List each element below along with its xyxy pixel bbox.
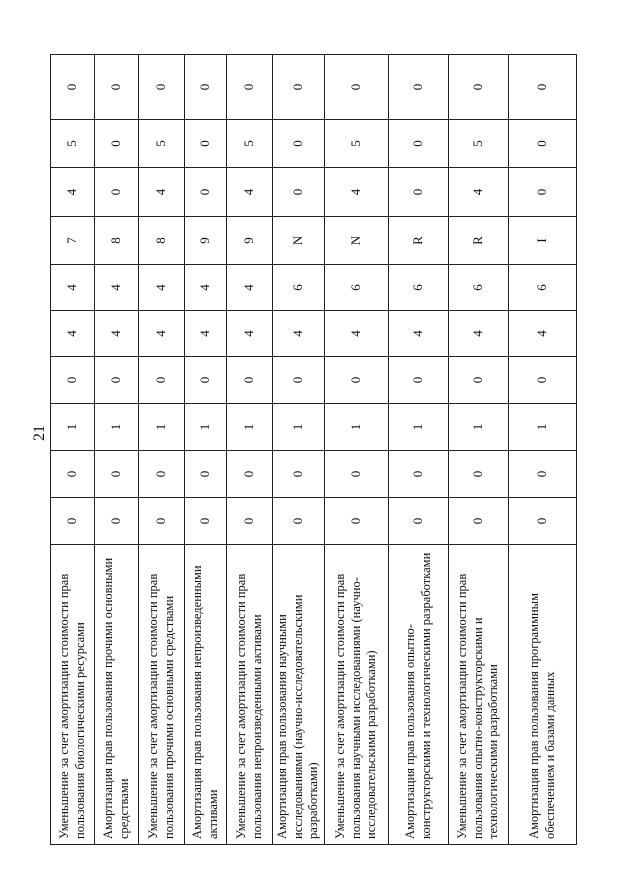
code-digit-cell: 1 — [449, 404, 509, 451]
code-digit-cell: 6 — [325, 265, 389, 311]
code-digit-cell: 0 — [51, 55, 95, 120]
code-digit-cell: 0 — [139, 357, 185, 404]
code-digit-cell: 6 — [449, 265, 509, 311]
code-digit-cell: 0 — [509, 451, 577, 498]
code-digit-cell: 0 — [509, 55, 577, 120]
code-digit-cell: 8 — [139, 217, 185, 265]
code-digit-cell: 1 — [325, 404, 389, 451]
code-digit-cell: 0 — [325, 55, 389, 120]
table-row — [273, 55, 325, 845]
code-digit-cell: 4 — [509, 311, 577, 357]
code-digit-cell: 1 — [139, 404, 185, 451]
code-digit-cell: 4 — [139, 265, 185, 311]
code-digit-cell: 4 — [51, 168, 95, 217]
code-digit-cell: 4 — [325, 168, 389, 217]
code-digit-cell: 0 — [51, 498, 95, 545]
code-digit-cell: 0 — [95, 498, 139, 545]
code-digit-cell: 0 — [95, 451, 139, 498]
code-digit-cell: 4 — [389, 311, 449, 357]
code-digit-cell: 6 — [389, 265, 449, 311]
code-digit-cell: 0 — [95, 120, 139, 168]
code-digit-cell: 1 — [509, 404, 577, 451]
code-digit-cell: 6 — [509, 265, 577, 311]
row-label: Амортизация прав пользования программным обеспечением и базами данных — [509, 545, 577, 845]
code-digit-cell: 0 — [325, 451, 389, 498]
row-label: Уменьшение за счет амортизации стоимости прав пользования непроизведенными активами — [227, 545, 273, 845]
row-label: Амортизация прав пользования прочими основными средствами — [95, 545, 139, 845]
code-digit-cell: 0 — [185, 451, 227, 498]
code-digit-cell: 0 — [273, 451, 325, 498]
code-digit-cell: N — [273, 217, 325, 265]
code-digit-cell: 0 — [389, 498, 449, 545]
row-label: Амортизация прав пользования непроизведенными активами — [185, 545, 227, 845]
table-row — [227, 55, 273, 845]
code-digit-cell: 4 — [325, 311, 389, 357]
amortization-table-container — [50, 55, 576, 845]
code-digit-cell: 0 — [227, 498, 273, 545]
code-digit-cell: 5 — [139, 120, 185, 168]
code-digit-cell: 1 — [273, 404, 325, 451]
code-digit-cell: 0 — [227, 451, 273, 498]
code-digit-cell: 6 — [273, 265, 325, 311]
code-digit-cell: 4 — [139, 168, 185, 217]
row-label: Амортизация прав пользования научными исследованиями (научно-исследовательскими разработками) — [273, 545, 325, 845]
table-row — [325, 55, 389, 845]
row-label: Уменьшение за счет амортизации стоимости прав пользования прочими основными средствами — [139, 545, 185, 845]
code-digit-cell: 0 — [273, 357, 325, 404]
table-row — [51, 55, 95, 845]
code-digit-cell: 0 — [325, 498, 389, 545]
code-digit-cell: 5 — [51, 120, 95, 168]
code-digit-cell: 1 — [227, 404, 273, 451]
code-digit-cell: 0 — [95, 168, 139, 217]
code-digit-cell: 0 — [449, 357, 509, 404]
code-digit-cell: 0 — [185, 357, 227, 404]
code-digit-cell: 1 — [389, 404, 449, 451]
page-number: 21 — [31, 425, 48, 441]
code-digit-cell: 0 — [389, 168, 449, 217]
code-digit-cell: 0 — [51, 451, 95, 498]
code-digit-cell: 4 — [227, 168, 273, 217]
code-digit-cell: 0 — [389, 55, 449, 120]
code-digit-cell: 4 — [185, 265, 227, 311]
code-digit-cell: 0 — [509, 120, 577, 168]
code-digit-cell: 4 — [51, 311, 95, 357]
code-digit-cell: 0 — [325, 357, 389, 404]
code-digit-cell: 4 — [227, 311, 273, 357]
table-row — [95, 55, 139, 845]
code-digit-cell: 9 — [185, 217, 227, 265]
code-digit-cell: 0 — [389, 357, 449, 404]
code-digit-cell: 4 — [273, 311, 325, 357]
code-digit-cell: 0 — [389, 120, 449, 168]
code-digit-cell: 0 — [185, 55, 227, 120]
table-row — [509, 55, 577, 845]
code-digit-cell: R — [449, 217, 509, 265]
code-digit-cell: 0 — [389, 451, 449, 498]
table-row — [139, 55, 185, 845]
code-digit-cell: 4 — [51, 265, 95, 311]
table-row — [389, 55, 449, 845]
row-label: Уменьшение за счет амортизации стоимости прав пользования научными исследованиями (научно-исследовательскими разработками) — [325, 545, 389, 845]
code-digit-cell: R — [389, 217, 449, 265]
code-digit-cell: 0 — [273, 168, 325, 217]
code-digit-cell: 0 — [139, 498, 185, 545]
code-digit-cell: 0 — [95, 55, 139, 120]
code-digit-cell: 5 — [227, 120, 273, 168]
code-digit-cell: 0 — [509, 498, 577, 545]
code-digit-cell: N — [325, 217, 389, 265]
table-row — [449, 55, 509, 845]
code-digit-cell: 5 — [449, 120, 509, 168]
code-digit-cell: 0 — [273, 55, 325, 120]
code-digit-cell: 4 — [227, 265, 273, 311]
code-digit-cell: 4 — [95, 265, 139, 311]
code-digit-cell: 4 — [95, 311, 139, 357]
code-digit-cell: 1 — [95, 404, 139, 451]
code-digit-cell: 1 — [51, 404, 95, 451]
code-digit-cell: 0 — [51, 357, 95, 404]
code-digit-cell: 5 — [325, 120, 389, 168]
code-digit-cell: 0 — [449, 498, 509, 545]
table-row — [185, 55, 227, 845]
code-digit-cell: 0 — [227, 55, 273, 120]
code-digit-cell: 0 — [273, 498, 325, 545]
code-digit-cell: 0 — [139, 55, 185, 120]
code-digit-cell: 0 — [139, 451, 185, 498]
code-digit-cell: 0 — [449, 451, 509, 498]
code-digit-cell: 1 — [185, 404, 227, 451]
code-digit-cell: 0 — [185, 168, 227, 217]
row-label: Уменьшение за счет амортизации стоимости прав пользования опытно-конструкторскими и технологическими разработками — [449, 545, 509, 845]
code-digit-cell: 0 — [227, 357, 273, 404]
code-digit-cell: 0 — [509, 357, 577, 404]
code-digit-cell: I — [509, 217, 577, 265]
amortization-table — [50, 54, 577, 845]
code-digit-cell: 0 — [273, 120, 325, 168]
code-digit-cell: 7 — [51, 217, 95, 265]
code-digit-cell: 8 — [95, 217, 139, 265]
code-digit-cell: 4 — [449, 311, 509, 357]
code-digit-cell: 0 — [509, 168, 577, 217]
code-digit-cell: 4 — [139, 311, 185, 357]
row-label: Амортизация прав пользования опытно-конструкторскими и технологическими разработками — [389, 545, 449, 845]
code-digit-cell: 4 — [185, 311, 227, 357]
code-digit-cell: 0 — [185, 120, 227, 168]
code-digit-cell: 0 — [185, 498, 227, 545]
row-label: Уменьшение за счет амортизации стоимости прав пользования биологическими ресурсами — [51, 545, 95, 845]
code-digit-cell: 4 — [449, 168, 509, 217]
code-digit-cell: 0 — [449, 55, 509, 120]
code-digit-cell: 9 — [227, 217, 273, 265]
code-digit-cell: 0 — [95, 357, 139, 404]
